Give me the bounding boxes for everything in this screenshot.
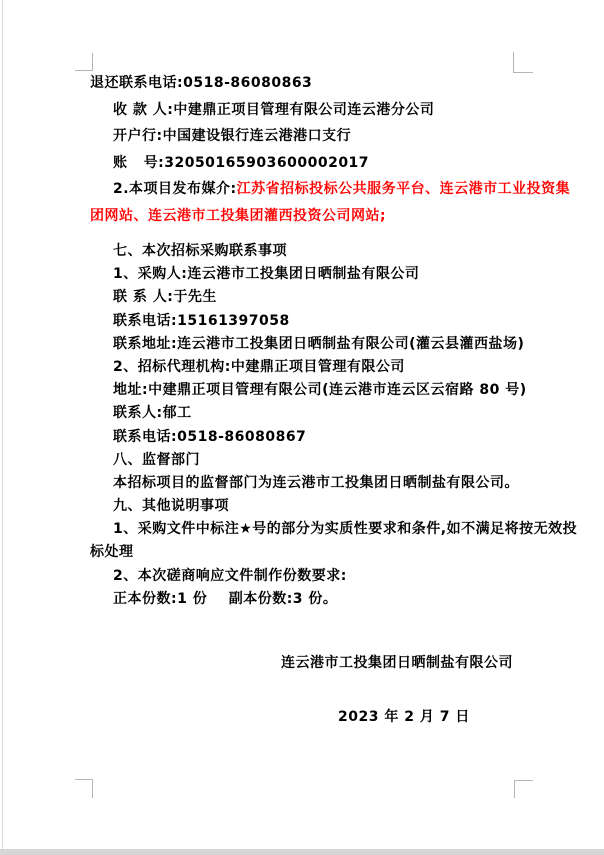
- section-8-heading: [90, 449, 513, 472]
- agency-name: [90, 356, 513, 379]
- agency-contact-person: [90, 402, 513, 425]
- page-left-edge: [2, 0, 3, 855]
- section-7-heading-segment-0: 七、本次招标采购联系事项: [113, 243, 287, 259]
- copies-requirement: [90, 565, 513, 588]
- publish-media-wrap-segment-0: 团网站、连云港市工投集团灌西投资公司网站;: [90, 207, 387, 224]
- bank-name: [90, 123, 513, 150]
- star-clause: [90, 518, 578, 541]
- account-number: [90, 150, 513, 177]
- contact-person: [90, 286, 513, 309]
- purchaser-segment-0: 1、采购人:连云港市工投集团日晒制盐有限公司: [113, 266, 420, 283]
- refund-contact-phone: [90, 70, 513, 97]
- document-body: [90, 70, 578, 729]
- publish-media-segment-0: 2.本项目发布媒介:: [113, 181, 237, 197]
- crop-mark-bottom-left: [75, 779, 93, 798]
- gap-before-date: [90, 675, 513, 706]
- signature-company: [90, 652, 513, 675]
- publish-media-segment-1: 江苏省招标投标公共服务平台、连云港市工业投资集: [236, 181, 571, 197]
- agency-name-segment-0: 2、招标代理机构:中建鼎正项目管理有限公司: [113, 358, 405, 375]
- crop-mark-bottom-right: [514, 780, 533, 798]
- contact-address-segment-0: 联系地址:连云港市工投集团日晒制盐有限公司(灌云县灌西盐场): [113, 335, 525, 352]
- gap-before-section-7: [90, 229, 513, 240]
- supervision-department: [90, 472, 519, 495]
- gap-before-signature: [90, 611, 513, 652]
- section-9-heading-segment-0: 九、其他说明事项: [113, 498, 229, 515]
- agency-address-segment-0: 地址:中建鼎正项目管理有限公司(连云港市连云区云宿路 80 号): [113, 382, 527, 399]
- copies-count: [90, 588, 513, 611]
- agency-contact-phone: [90, 426, 513, 449]
- crop-mark-top-left: [75, 53, 93, 71]
- copies-requirement-segment-0: 2、本次磋商响应文件制作份数要求:: [113, 567, 347, 584]
- refund-contact-phone-segment-0: 退还联系电话:0518-86080863: [90, 75, 313, 91]
- star-clause-wrap-segment-0: 标处理: [90, 544, 134, 561]
- contact-phone: [90, 310, 513, 333]
- agency-address: [90, 379, 527, 402]
- section-9-heading: [90, 495, 513, 518]
- contact-address: [90, 333, 525, 356]
- copies-count-segment-0: 正本份数:1 份 副本份数:3 份。: [113, 590, 338, 607]
- agency-contact-person-segment-0: 联系人:郁工: [113, 405, 192, 422]
- bank-name-segment-0: 开户行:中国建设银行连云港港口支行: [113, 128, 352, 144]
- payee-name-segment-0: 收 款 人:中建鼎正项目管理有限公司连云港分公司: [113, 101, 435, 118]
- contact-person-segment-0: 联 系 人:于先生: [113, 289, 217, 306]
- star-clause-segment-0: 1、采购文件中标注★号的部分为实质性要求和条件,如不满足将按无效投: [113, 521, 578, 538]
- page-bottom-edge: [0, 849, 604, 855]
- signature-company-segment-0: 连云港市工投集团日晒制盐有限公司: [281, 655, 513, 671]
- section-8-heading-segment-0: 八、监督部门: [113, 451, 200, 468]
- contact-phone-segment-0: 联系电话:15161397058: [113, 312, 290, 329]
- supervision-department-segment-0: 本招标项目的监督部门为连云港市工投集团日晒制盐有限公司。: [113, 474, 519, 491]
- signature-date: [90, 706, 513, 729]
- publish-media-wrap: [90, 203, 513, 230]
- crop-mark-top-right: [513, 52, 533, 73]
- purchaser: [90, 263, 513, 286]
- payee-name: [90, 97, 513, 124]
- signature-date-segment-0: 2023 年 2 月 7 日: [338, 709, 470, 726]
- section-7-heading: [90, 240, 513, 263]
- account-number-segment-0: 账 号:32050165903600002017: [113, 154, 370, 171]
- agency-contact-phone-segment-0: 联系电话:0518-86080867: [113, 428, 307, 445]
- star-clause-wrap: [90, 541, 513, 564]
- publish-media: [90, 176, 571, 203]
